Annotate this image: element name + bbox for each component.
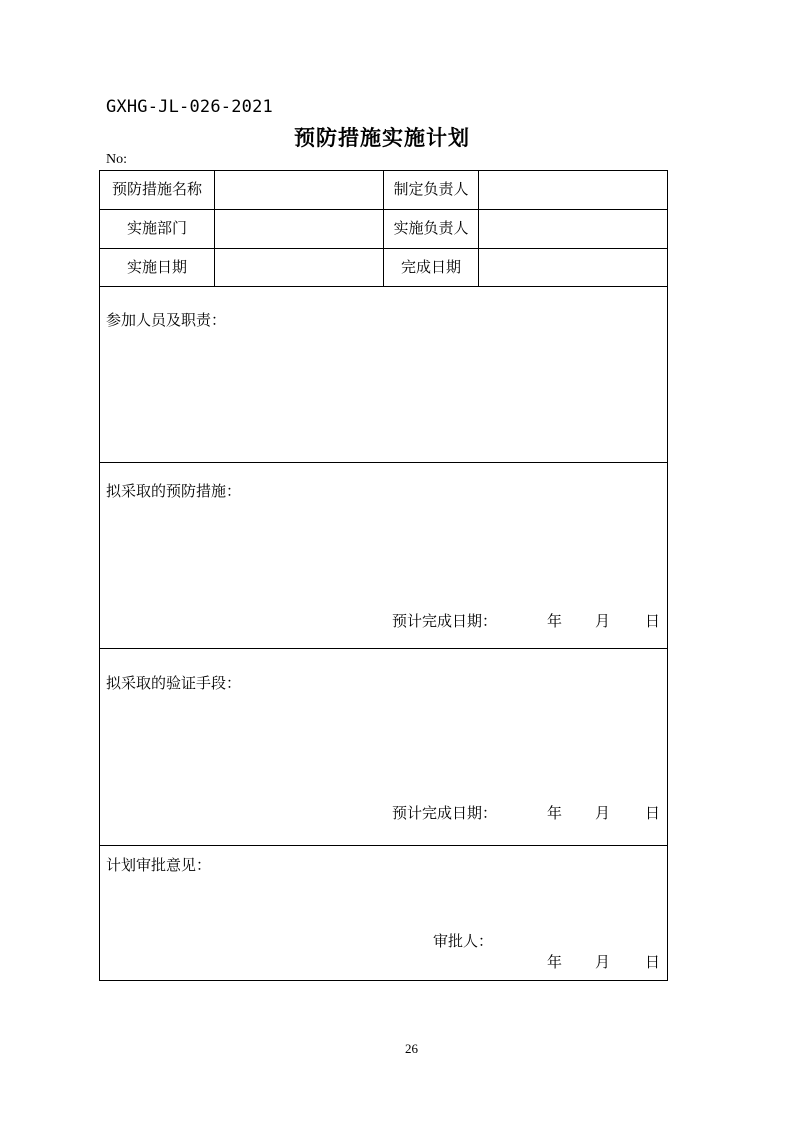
completion-date-label: 完成日期 — [400, 258, 461, 276]
measures-month: 月 — [595, 612, 611, 630]
planner-label: 制定负责人 — [393, 180, 469, 198]
department-label: 实施部门 — [126, 219, 187, 237]
verification-label: 拟采取的验证手段： — [106, 674, 242, 692]
measures-due-label: 预计完成日期： — [392, 612, 498, 630]
verification-month: 月 — [595, 804, 611, 822]
verification-day: 日 — [645, 804, 661, 822]
approval-day: 日 — [645, 953, 661, 971]
approver-label: 审批人： — [433, 932, 494, 950]
document-code: GXHG-JL-026-2021 — [106, 97, 273, 117]
measures-label: 拟采取的预防措施： — [106, 482, 242, 500]
section-divider — [100, 845, 667, 846]
form-table — [99, 170, 668, 981]
approval-month: 月 — [595, 953, 611, 971]
approval-label: 计划审批意见： — [106, 856, 212, 874]
verification-due-label: 预计完成日期： — [392, 804, 498, 822]
measures-day: 日 — [645, 612, 661, 630]
page-title: 预防措施实施计划 — [294, 125, 470, 150]
section-divider — [100, 648, 667, 649]
approval-year: 年 — [547, 953, 563, 971]
implementation-date-label: 实施日期 — [126, 258, 187, 276]
participants-label: 参加人员及职责： — [106, 311, 227, 329]
measure-name-label: 预防措施名称 — [111, 180, 202, 198]
page-number: 26 — [405, 1041, 418, 1056]
number-label: No: — [106, 152, 127, 167]
column-divider — [214, 171, 215, 287]
measures-year: 年 — [547, 612, 563, 630]
section-divider — [100, 462, 667, 463]
verification-year: 年 — [547, 804, 563, 822]
implementer-label: 实施负责人 — [393, 219, 469, 237]
column-divider — [478, 171, 479, 287]
